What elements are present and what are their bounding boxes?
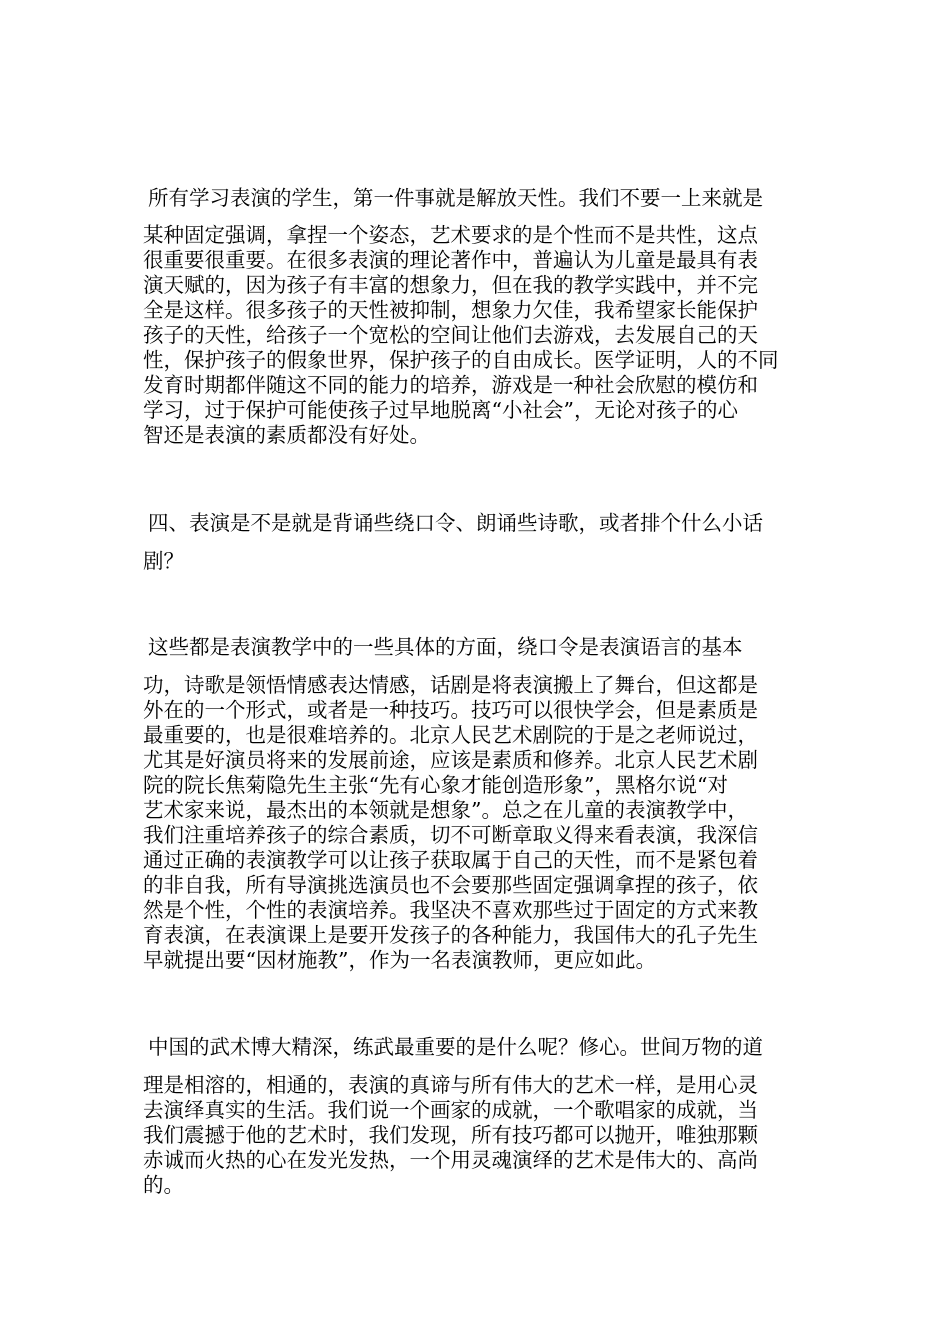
paragraph-1-line-8: 发育时期都伴随这不同的能力的培养，游戏是一种社会欣慰的模仿和	[143, 373, 758, 397]
paragraph-3-line-12: 育表演，在表演课上是要开发孩子的各种能力，我国伟大的孔子先生	[143, 923, 758, 947]
paragraph-3-line-10: 的非自我，所有导演挑选演员也不会要那些固定强调拿捏的孩子，依	[143, 873, 758, 897]
paragraph-3-line-3: 外在的一个形式，或者是一种技巧。技巧可以很快学会，但是素质是	[143, 698, 758, 722]
paragraph-4-line-6: 的。	[143, 1173, 184, 1197]
paragraph-4-line-4: 我们震撼于他的艺术时，我们发现，所有技巧都可以抛开，唯独那颗	[143, 1123, 758, 1147]
paragraph-3-line-5: 尤其是好演员将来的发展前途，应该是素质和修养。北京人民艺术剧	[143, 748, 758, 772]
paragraph-1-line-9: 学习，过于保护可能使孩子过早地脱离“小社会”，无论对孩子的心	[143, 398, 738, 422]
paragraph-3-line-7: 艺术家来说，最杰出的本领就是想象”。总之在儿童的表演教学中，	[143, 798, 748, 822]
paragraph-4-line-3: 去演绎真实的生活。我们说一个画家的成就，一个歌唱家的成就，当	[143, 1098, 758, 1122]
paragraph-3-line-2: 功，诗歌是领悟情感表达情感，话剧是将表演搬上了舞台，但这都是	[143, 673, 758, 697]
paragraph-1-line-2: 某种固定强调，拿捏一个姿态，艺术要求的是个性而不是共性，这点	[143, 223, 758, 247]
paragraph-1-line-6: 孩子的天性，给孩子一个宽松的空间让他们去游戏，去发展自己的天	[143, 323, 758, 347]
section-heading-line-1: 四、表演是不是就是背诵些绕口令、朗诵些诗歌，或者排个什么小话	[148, 511, 763, 535]
paragraph-3-line-11: 然是个性，个性的表演培养。我坚决不喜欢那些过于固定的方式来教	[143, 898, 758, 922]
paragraph-4-line-1: 中国的武术博大精深，练武最重要的是什么呢？修心。世间万物的道	[148, 1035, 763, 1059]
paragraph-1-line-4: 演天赋的，因为孩子有丰富的想象力，但在我的教学实践中，并不完	[143, 273, 758, 297]
paragraph-4-line-5: 赤诚而火热的心在发光发热，一个用灵魂演绎的艺术是伟大的、高尚	[143, 1148, 758, 1172]
paragraph-1-line-3: 很重要很重要。在很多表演的理论著作中，普遍认为儿童是最具有表	[143, 248, 758, 272]
paragraph-3-line-13: 早就提出要“因材施教”，作为一名表演教师，更应如此。	[143, 948, 656, 972]
paragraph-1-line-1: 所有学习表演的学生，第一件事就是解放天性。我们不要一上来就是	[148, 186, 763, 210]
paragraph-4-line-2: 理是相溶的，相通的，表演的真谛与所有伟大的艺术一样，是用心灵	[143, 1073, 758, 1097]
paragraph-3-line-9: 通过正确的表演教学可以让孩子获取属于自己的天性，而不是紧包着	[143, 848, 758, 872]
section-heading-line-2: 剧？	[143, 549, 184, 573]
paragraph-3-line-4: 最重要的，也是很难培养的。北京人民艺术剧院的于是之老师说过，	[143, 723, 758, 747]
paragraph-3-line-8: 我们注重培养孩子的综合素质，切不可断章取义得来看表演，我深信	[143, 823, 758, 847]
paragraph-1-line-5: 全是这样。很多孩子的天性被抑制，想象力欠佳，我希望家长能保护	[143, 298, 758, 322]
paragraph-1-line-10: 智还是表演的素质都没有好处。	[143, 423, 430, 447]
paragraph-3-line-6: 院的院长焦菊隐先生主张“先有心象才能创造形象”，黑格尔说“对	[143, 773, 728, 797]
paragraph-1-line-7: 性，保护孩子的假象世界，保护孩子的自由成长。医学证明，人的不同	[143, 348, 779, 372]
paragraph-3-line-1: 这些都是表演教学中的一些具体的方面，绕口令是表演语言的基本	[148, 635, 743, 659]
